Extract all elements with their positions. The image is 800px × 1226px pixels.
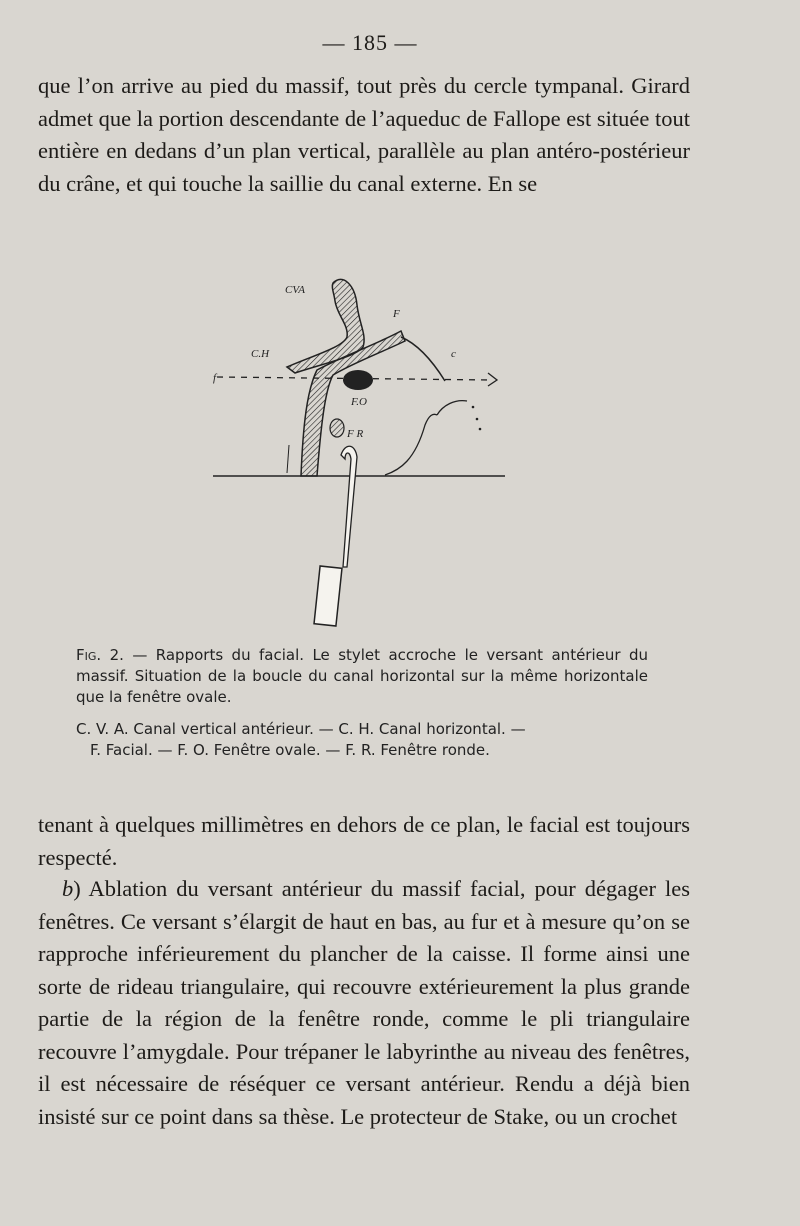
- stylet-handle: [314, 566, 342, 626]
- fenetre-ovale: [343, 370, 373, 390]
- bottom-paragraph: tenant à quelques millimètres en dehors de ce plan, le facial est toujours respecté.: [38, 812, 690, 870]
- arrow-right: [488, 373, 497, 386]
- massif-outline: [401, 337, 445, 381]
- figure-caption: [76, 645, 648, 708]
- caption-dash: —: [123, 646, 156, 664]
- stylet: [341, 446, 357, 567]
- label-ch: C.H: [251, 348, 270, 360]
- figure-legend: [76, 719, 648, 761]
- right-wall: [437, 401, 467, 415]
- paragraph-b-marker: b: [62, 876, 74, 901]
- top-paragraph: que l’on arrive au pied du massif, tout près du cercle tympanal. Girard admet que la portion descendante de l’aqueduc de Fallope est située tout entière en dedans d’un plan vertical, parallèle au plan antéro-postérieur du crâne, et qui touche la saillie du canal externe. En se: [38, 73, 690, 196]
- label-f: F: [393, 308, 400, 320]
- legend-line-1: C. V. A. Canal vertical antérieur. — C. H. Canal horizontal. —: [76, 720, 526, 738]
- figure-2-diagram: [205, 265, 515, 635]
- figure-2-svg: [205, 265, 515, 635]
- page-number: — 185 —: [322, 30, 418, 55]
- caption-fig-label: Fig. 2.: [76, 646, 124, 664]
- label-cva: CVA: [285, 284, 305, 296]
- paragraph-b-text: ) Ablation du versant antérieur du massif facial, pour dégager les fenêtres. Ce versant s’élargit de haut en bas, au fur et à mesure qu’on se rapproche inférieurement du plancher de la caisse. Il forme ainsi une sorte de rideau triangulaire, qui recouvre extérieurement la plus grande partie de la région de la fenêtre ronde, comme le pli triangulaire recouvre l’amygdale. Pour trépaner le labyrinthe au niveau des fenêtres, il est nécessaire de réséquer ce versant antérieur. Rendu a déjà bien insisté sur ce point dans sa thèse. Le protecteur de Stake, ou un crochet: [38, 876, 690, 1129]
- label-fr: F R: [347, 428, 364, 440]
- legend-line-2: F. Facial. — F. O. Fenêtre ovale. — F. R. Fenêtre ronde.: [90, 741, 490, 759]
- wall-curve: [385, 414, 437, 475]
- arrow-left-mark: f: [213, 372, 217, 384]
- fenetre-ronde: [330, 419, 344, 437]
- caption-text: Rapports du facial. Le stylet accroche le versant antérieur du massif. Situation de la boucle du canal horizontal sur la même horizontale que la fenêtre ovale.: [76, 646, 648, 706]
- label-fo: F.O: [351, 396, 367, 408]
- small-squiggle: [287, 445, 289, 473]
- small-mark: c: [451, 348, 456, 360]
- paragraph-b: [38, 873, 690, 1133]
